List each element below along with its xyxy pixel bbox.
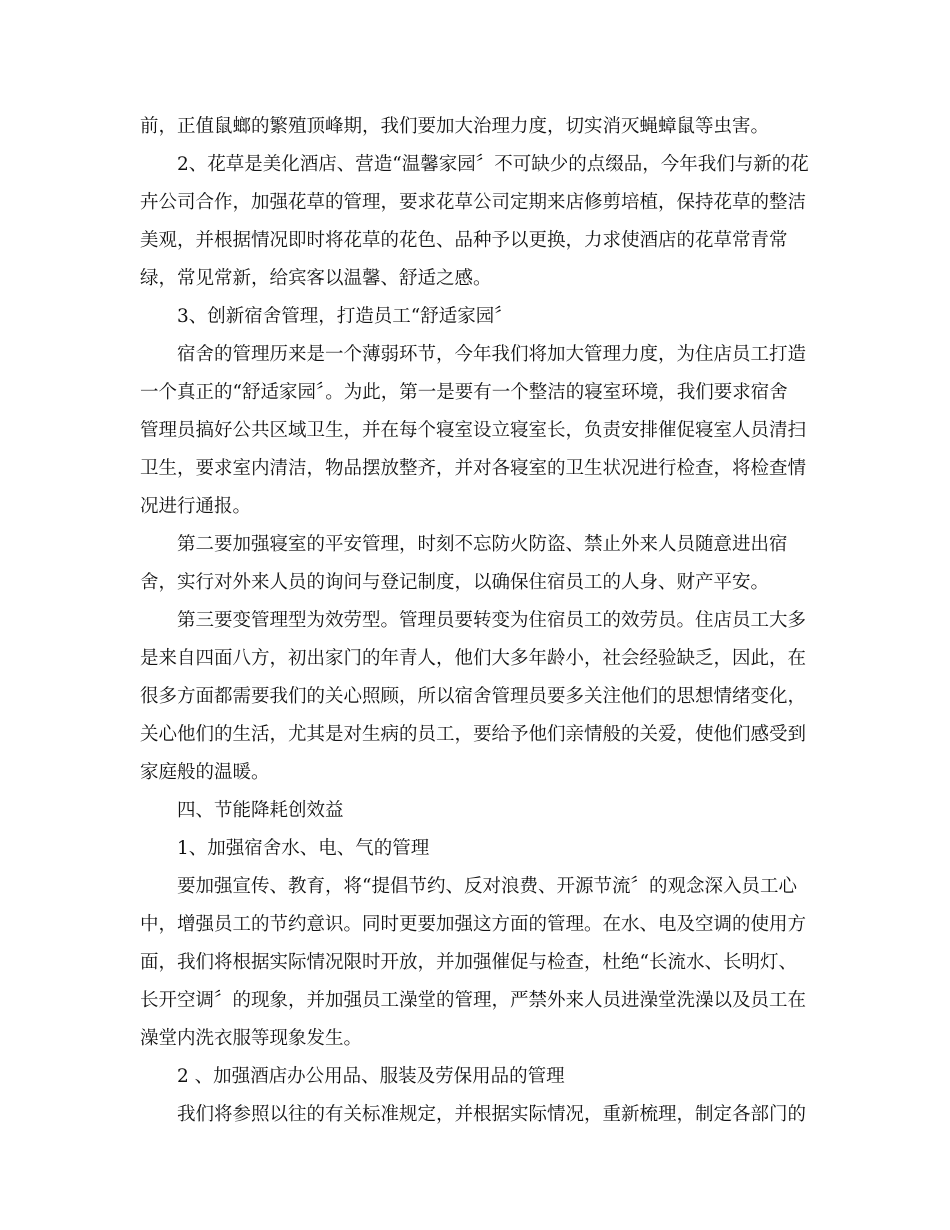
text-line: 我们将参照以往的有关标准规定，并根据实际情况，重新梳理，制定各部门的 (177, 1104, 807, 1125)
text-line: 是来自四面八方，初出家门的年青人，他们大多年龄小，社会经验缺乏，因此，在 (140, 648, 807, 669)
text-line: 要加强宣传、教育，将“提倡节约、反对浪费、开源节流〞的观念深入员工心 (177, 876, 797, 897)
text-line: 面，我们将根据实际情况限时开放，并加强催促与检查，杜绝“长流水、长明灯、 (140, 952, 797, 973)
text-line: 绿，常见常新，给宾客以温馨、舒适之感。 (140, 268, 492, 289)
text-line: 很多方面都需要我们的关心照顾，所以宿舍管理员要多关注他们的思想情绪变化， (140, 686, 807, 707)
text-line: 美观，并根据情况即时将花草的花色、品种予以更换，力求使酒店的花草常青常 (140, 230, 788, 251)
text-line: 关心他们的生活，尤其是对生病的员工，要给予他们亲情般的关爱，使他们感受到 (140, 724, 807, 745)
section-heading: 3、创新宿舍管理，打造员工“舒适家园〞 (177, 306, 513, 327)
section-heading: 2 、加强酒店办公用品、服装及劳保用品的管理 (177, 1066, 565, 1087)
text-line: 卉公司合作，加强花草的管理，要求花草公司定期来店修剪培植，保持花草的整洁 (140, 192, 807, 213)
text-line: 第三要变管理型为效劳型。管理员要转变为住宿员工的效劳员。住店员工大多 (177, 610, 807, 631)
text-line: 第二要加强寝室的平安管理，时刻不忘防火防盗、禁止外来人员随意进出宿 (177, 534, 788, 555)
text-line: 管理员搞好公共区域卫生，并在每个寝室设立寝室长，负责安排催促寝室人员清扫 (140, 420, 807, 441)
text-line: 长开空调〞的现象，并加强员工澡堂的管理，严禁外来人员进澡堂洗澡以及员工在 (140, 990, 807, 1011)
text-line: 中，增强员工的节约意识。同时更要加强这方面的管理。在水、电及空调的使用方 (140, 914, 807, 935)
section-heading: 四、节能降耗创效益 (177, 800, 344, 821)
text-line: 前，正值鼠螂的繁殖顶峰期，我们要加大治理力度，切实消灭蝇蟑鼠等虫害。 (140, 116, 770, 137)
section-heading: 1、加强宿舍水、电、气的管理 (177, 838, 430, 859)
text-line: 况进行通报。 (140, 496, 252, 517)
text-line: 家庭般的温暖。 (140, 762, 270, 783)
text-line: 2、花草是美化酒店、营造“温馨家园〞不可缺少的点缀品，今年我们与新的花 (177, 154, 809, 175)
text-line: 宿舍的管理历来是一个薄弱环节，今年我们将加大管理力度，为住店员工打造 (177, 344, 807, 365)
text-line: 一个真正的“舒适家园〞。为此，第一是要有一个整洁的寝室环境，我们要求宿舍 (140, 382, 788, 403)
text-line: 澡堂内洗衣服等现象发生。 (140, 1028, 363, 1049)
text-line: 卫生，要求室内清洁，物品摆放整齐，并对各寝室的卫生状况进行检查，将检查情 (140, 458, 807, 479)
text-line: 舍，实行对外来人员的询问与登记制度，以确保住宿员工的人身、财产平安。 (140, 572, 770, 593)
